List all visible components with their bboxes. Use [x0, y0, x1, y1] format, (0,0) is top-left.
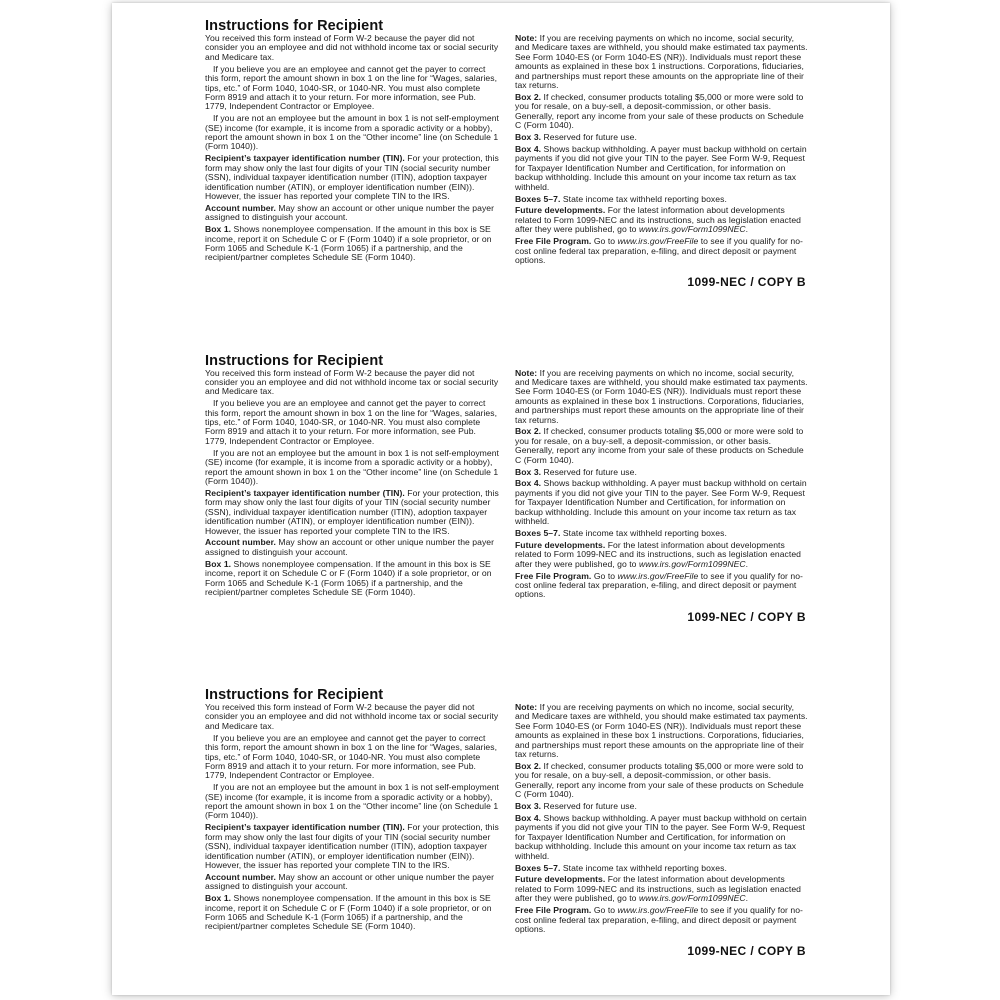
paragraph-text: If you are not an employee but the amount in box 1 is not self-employment (SE) income (for example, it is income from a sporadic activity or a hobby), report the amount shown in box 1 on the “Other income” line (on Schedule 1 (Form 1040)). [205, 113, 499, 152]
irs-url-text: www.irs.gov/FreeFile [617, 905, 699, 916]
paragraph-lead-in: Note: [515, 33, 540, 43]
instruction-paragraph [205, 114, 500, 152]
paragraph-lead-in: Future developments. [515, 205, 608, 216]
paragraph-lead-in: Box 4. [515, 812, 544, 823]
instruction-paragraph [515, 541, 810, 569]
instruction-paragraph [515, 145, 810, 192]
paragraph-text: May show an account or other unique number the payer assigned to distinguish your account. [205, 537, 495, 557]
paragraph-text: If you are receiving payments on which no income, social security, and Medicare taxes are withheld, you should make estimated tax payments. See Form 1040-ES (or Form 1040-ES (NR)). Individuals must report these amounts as explained in these box 1 instructions. Corporations, fiduciaries, and partnerships must report these amounts on the appropriate line of their tax returns. [515, 702, 808, 760]
instruction-paragraph [515, 34, 810, 90]
section-heading: Instructions for Recipient [205, 18, 384, 34]
instruction-paragraph [515, 479, 810, 526]
left-column-paragraphs [205, 369, 500, 598]
paragraph-lead-in: Note: [515, 702, 540, 712]
paragraph-lead-in: Box 3. [515, 466, 544, 477]
paragraph-text: Go to [593, 570, 618, 581]
paragraph-text: Go to [593, 236, 618, 247]
irs-url-text: www.irs.gov/Form1099NEC [638, 224, 746, 235]
left-column [205, 353, 500, 603]
paragraph-lead-in: Box 1. [205, 558, 234, 569]
instruction-paragraph [515, 864, 810, 873]
paragraph-lead-in: Box 3. [515, 801, 544, 812]
paragraph-lead-in: Recipient’s taxpayer identification number (TIN). [205, 822, 408, 833]
paragraph-text: to see if you qualify for no-cost online federal tax preparation, e-filing, and direct deposit or payment options. [515, 570, 803, 600]
paragraph-text: May show an account or other unique number the payer assigned to distinguish your account. [205, 202, 495, 223]
section-heading: Instructions for Recipient [205, 687, 384, 703]
instruction-paragraph [515, 529, 810, 538]
paragraph-lead-in: Free File Program. [515, 905, 594, 916]
irs-url-text: www.irs.gov/FreeFile [617, 236, 699, 247]
paragraph-lead-in: Future developments. [515, 874, 608, 885]
instruction-paragraph [515, 762, 810, 800]
paragraph-text: . [745, 224, 749, 235]
instruction-paragraph [515, 133, 810, 142]
paper-sheet [112, 3, 890, 995]
paragraph-lead-in: Box 4. [515, 478, 544, 489]
left-column [205, 18, 500, 268]
paragraph-text: Reserved for future use. [543, 132, 637, 143]
paragraph-lead-in: Note: [515, 367, 540, 378]
instruction-paragraph [515, 906, 810, 934]
two-column-layout [205, 18, 810, 268]
irs-url-text: www.irs.gov/FreeFile [617, 570, 699, 581]
paragraph-lead-in: Boxes 5–7. [515, 528, 563, 538]
instruction-paragraph [205, 225, 500, 263]
instruction-paragraph [205, 204, 500, 223]
section-heading: Instructions for Recipient [205, 352, 384, 369]
instruction-paragraph [205, 449, 500, 487]
paragraph-text: For your protection, this form may show only the last four digits of your TIN (social security number (SSN), individual taxpayer identification number (ITIN), adoption taxpayer identification number (ATIN), or employer identification number (EIN)). However, the issuer has reported your complete TIN to the IRS. [205, 822, 499, 870]
paragraph-text: For the latest information about developments related to Form 1099-NEC and its instructions, such as legislation enacted after they were published, go to [515, 205, 802, 235]
instruction-paragraph [515, 195, 810, 204]
form-copy-label: 1099-NEC / COPY B [687, 944, 806, 958]
instruction-paragraph [205, 783, 500, 821]
paragraph-text: State income tax withheld reporting boxes. [562, 862, 727, 873]
paragraph-lead-in: Future developments. [515, 539, 608, 550]
left-column-paragraphs [205, 34, 500, 263]
instruction-paragraph [205, 489, 500, 536]
right-column-paragraphs [515, 34, 810, 265]
instruction-paragraph [515, 237, 810, 265]
paragraph-text: If you believe you are an employee and cannot get the payer to correct this form, report the amount shown in box 1 on the line for “Wages, salaries, tips, etc.” of Form 1040, 1040-SR, or 1040-NR. You must also complete Form 8919 and attach it to your return. For more information, see Pub. 1779, Independent Contractor or Employee. [205, 63, 498, 112]
paragraph-text: You received this form instead of Form W-2 because the payer did not consider you an employee and did not withhold income tax or social security and Medicare tax. [205, 367, 499, 397]
two-column-layout [205, 353, 810, 603]
paragraph-lead-in: Recipient’s taxpayer identification number (TIN). [205, 153, 408, 164]
paragraph-text: If you are not an employee but the amount in box 1 is not self-employment (SE) income (for example, it is income from a sporadic activity or a hobby), report the amount shown in box 1 on the “Other income” line (on Schedule 1 (Form 1040)). [205, 782, 499, 821]
instruction-paragraph [205, 34, 500, 62]
paragraph-lead-in: Box 3. [515, 132, 544, 143]
form-copy-label: 1099-NEC / COPY B [687, 275, 806, 289]
paragraph-text: Shows backup withholding. A payer must backup withhold on certain payments if you did not give your TIN to the payer. See Form W-9, Request for Taxpayer Identification Number and Certification, for information on backup withholding. Include this amount on your income tax return as tax withheld. [515, 812, 807, 861]
left-column-paragraphs [205, 703, 500, 932]
paragraph-text: Shows backup withholding. A payer must backup withhold on certain payments if you did not give your TIN to the payer. See Form W-9, Request for Taxpayer Identification Number and Certification, for information on backup withholding. Include this amount on your income tax return as tax withheld. [515, 478, 807, 527]
paragraph-lead-in: Box 1. [205, 893, 234, 904]
two-column-layout [205, 687, 810, 937]
paragraph-text: If checked, consumer products totaling $5,000 or more were sold to you for resale, on a buy-sell, a deposit-commission, or other basis. Generally, report any income from your sale of these products on Schedule C (Form 1040). [515, 426, 804, 465]
left-column [205, 687, 500, 937]
right-column [515, 353, 810, 603]
paragraph-text: If you are receiving payments on which no income, social security, and Medicare taxes are withheld, you should make estimated tax payments. See Form 1040-ES (or Form 1040-ES (NR)). Individuals must report these amounts as explained in these box 1 instructions. Corporations, fiduciaries, and partnerships must report these amounts on the appropriate line of their tax returns. [515, 367, 808, 425]
instructions-for-recipient-section [112, 672, 890, 995]
instruction-paragraph [515, 703, 810, 759]
paragraph-text: Shows nonemployee compensation. If the amount in this box is SE income, report it on Schedule C or F (Form 1040) if a sole proprietor, or on Form 1065 and Schedule K-1 (Form 1065) if a partnership, and the recipient/partner completes Schedule SE (Form 1040). [205, 224, 492, 263]
instruction-paragraph [205, 703, 500, 731]
irs-url-text: www.irs.gov/Form1099NEC [638, 893, 746, 904]
paragraph-text: Reserved for future use. [543, 466, 637, 477]
instruction-paragraph [205, 369, 500, 397]
instruction-paragraph [515, 369, 810, 425]
instruction-paragraph [205, 734, 500, 781]
paragraph-lead-in: Box 4. [515, 143, 544, 154]
instruction-paragraph [515, 427, 810, 465]
paragraph-text: Reserved for future use. [543, 801, 637, 812]
paragraph-lead-in: Free File Program. [515, 236, 594, 247]
paragraph-text: State income tax withheld reporting boxes. [562, 193, 727, 204]
paragraph-text: Go to [593, 905, 618, 916]
instruction-paragraph [205, 873, 500, 892]
paragraph-lead-in: Account number. [205, 871, 279, 882]
instruction-paragraph [205, 154, 500, 201]
paragraph-text: Shows backup withholding. A payer must backup withhold on certain payments if you did not give your TIN to the payer. See Form W-9, Request for Taxpayer Identification Number and Certification, for information on backup withholding. Include this amount on your income tax return as tax withheld. [515, 143, 807, 192]
instruction-paragraph [205, 823, 500, 870]
instruction-paragraph [205, 538, 500, 557]
paragraph-lead-in: Account number. [205, 537, 279, 548]
paragraph-text: If checked, consumer products totaling $5,000 or more were sold to you for resale, on a buy-sell, a deposit-commission, or other basis. Generally, report any income from your sale of these products on Schedule C (Form 1040). [515, 91, 804, 131]
paragraph-lead-in: Recipient’s taxpayer identification number (TIN). [205, 487, 408, 498]
paragraph-lead-in: Box 1. [205, 224, 234, 235]
paragraph-lead-in: Box 2. [515, 426, 544, 437]
instruction-paragraph [205, 894, 500, 932]
instructions-for-recipient-section [112, 3, 890, 338]
right-column-paragraphs [515, 703, 810, 934]
paragraph-text: If you are not an employee but the amount in box 1 is not self-employment (SE) income (for example, it is income from a sporadic activity or a hobby), report the amount shown in box 1 on the “Other income” line (on Schedule 1 (Form 1040)). [205, 447, 499, 486]
paragraph-lead-in: Free File Program. [515, 570, 594, 581]
paragraph-text: You received this form instead of Form W-2 because the payer did not consider you an employee and did not withhold income tax or social security and Medicare tax. [205, 33, 499, 62]
instruction-paragraph [515, 802, 810, 811]
paragraph-text: . [745, 893, 749, 904]
paragraph-text: If you are receiving payments on which no income, social security, and Medicare taxes are withheld, you should make estimated tax payments. See Form 1040-ES (or Form 1040-ES (NR)). Individuals must report these amounts as explained in these box 1 instructions. Corporations, fiduciaries, and partnerships must report these amounts on the appropriate line of their tax returns. [515, 33, 808, 91]
right-column [515, 687, 810, 937]
instruction-paragraph [515, 468, 810, 477]
right-column-paragraphs [515, 369, 810, 600]
instructions-for-recipient-section [112, 338, 890, 673]
paragraph-text: to see if you qualify for no-cost online federal tax preparation, e-filing, and direct deposit or payment options. [515, 905, 803, 934]
paragraph-text: State income tax withheld reporting boxes. [562, 528, 727, 538]
paragraph-lead-in: Account number. [205, 202, 279, 213]
paragraph-text: For your protection, this form may show only the last four digits of your TIN (social security number (SSN), individual taxpayer identification number (ITIN), adoption taxpayer identification number (ATIN), or employer identification number (EIN)). However, the issuer has reported your complete TIN to the IRS. [205, 487, 499, 536]
paragraph-text: If checked, consumer products totaling $5,000 or more were sold to you for resale, on a buy-sell, a deposit-commission, or other basis. Generally, report any income from your sale of these products on Schedule C (Form 1040). [515, 760, 804, 800]
paragraph-text: For the latest information about developments related to Form 1099-NEC and its instructions, such as legislation enacted after they were published, go to [515, 539, 802, 569]
instruction-paragraph [205, 399, 500, 446]
right-column [515, 18, 810, 268]
paragraph-text: If you believe you are an employee and cannot get the payer to correct this form, report the amount shown in box 1 on the line for “Wages, salaries, tips, etc.” of Form 1040, 1040-SR, or 1040-NR. You must also complete Form 8919 and attach it to your return. For more information, see Pub. 1779, Independent Contractor or Employee. [205, 732, 498, 781]
paragraph-lead-in: Box 2. [515, 760, 544, 771]
instruction-paragraph [515, 875, 810, 903]
irs-url-text: www.irs.gov/Form1099NEC [638, 558, 746, 569]
paragraph-text: . [745, 558, 749, 569]
paragraph-text: Shows nonemployee compensation. If the amount in this box is SE income, report it on Schedule C or F (Form 1040) if a sole proprietor, or on Form 1065 and Schedule K-1 (Form 1065) if a partnership, and the recipient/partner completes Schedule SE (Form 1040). [205, 558, 492, 597]
paragraph-text: You received this form instead of Form W-2 because the payer did not consider you an employee and did not withhold income tax or social security and Medicare tax. [205, 702, 499, 731]
instruction-paragraph [205, 560, 500, 598]
paragraph-lead-in: Box 2. [515, 91, 544, 102]
form-copy-label: 1099-NEC / COPY B [687, 609, 806, 624]
paragraph-text: For your protection, this form may show only the last four digits of your TIN (social security number (SSN), individual taxpayer identification number (ITIN), adoption taxpayer identification number (ATIN), or employer identification number (EIN)). However, the issuer has reported your complete TIN to the IRS. [205, 153, 499, 201]
instruction-paragraph [515, 814, 810, 861]
instruction-paragraph [205, 65, 500, 112]
paragraph-text: For the latest information about developments related to Form 1099-NEC and its instructions, such as legislation enacted after they were published, go to [515, 874, 802, 904]
paragraph-text: If you believe you are an employee and cannot get the payer to correct this form, report the amount shown in box 1 on the line for “Wages, salaries, tips, etc.” of Form 1040, 1040-SR, or 1040-NR. You must also complete Form 8919 and attach it to your return. For more information, see Pub. 1779, Independent Contractor or Employee. [205, 398, 498, 446]
instruction-paragraph [515, 206, 810, 234]
paragraph-lead-in: Boxes 5–7. [515, 862, 563, 873]
instruction-paragraph [515, 572, 810, 600]
paragraph-text: Shows nonemployee compensation. If the amount in this box is SE income, report it on Schedule C or F (Form 1040) if a sole proprietor, or on Form 1065 and Schedule K-1 (Form 1065) if a partnership, and the recipient/partner completes Schedule SE (Form 1040). [205, 893, 492, 932]
paragraph-text: May show an account or other unique number the payer assigned to distinguish your account. [205, 871, 495, 892]
paragraph-text: to see if you qualify for no-cost online federal tax preparation, e-filing, and direct deposit or payment options. [515, 236, 803, 265]
paragraph-lead-in: Boxes 5–7. [515, 193, 563, 204]
instruction-paragraph [515, 93, 810, 131]
